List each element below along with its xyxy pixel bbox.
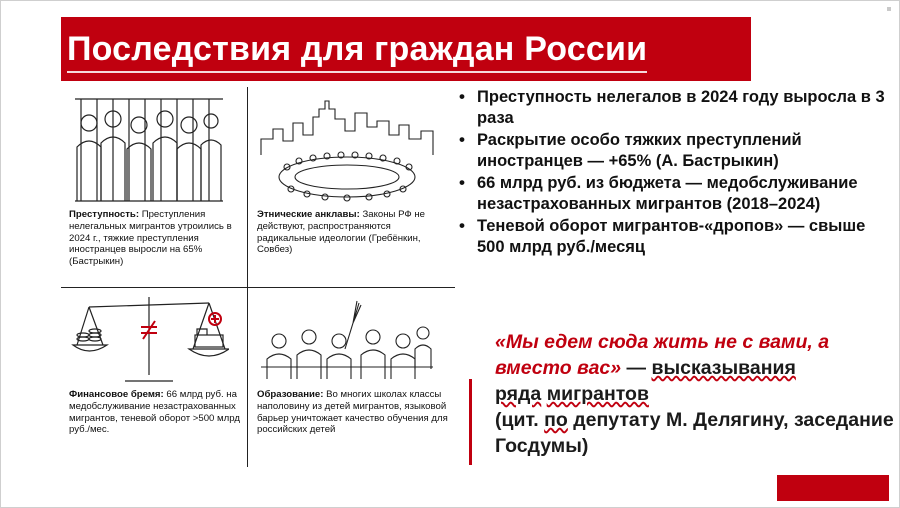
caption-finance: [69, 389, 241, 436]
caption-crime-heading: Преступность:: [69, 209, 140, 220]
bullet-item: • Теневой оборот мигрантов-«дропов» — свыше 500 млрд руб./месяц: [455, 216, 885, 257]
quote-text: «Мы едем сюда жить не с вами, а вместо вас»: [495, 331, 830, 379]
quote-attribution-word-1: высказывания: [651, 357, 796, 379]
quote-source-rest: депутату М. Делягину, заседание Госдумы): [495, 409, 894, 457]
quote-source-prefix: (цит.: [495, 409, 545, 431]
caption-education: [257, 389, 449, 436]
bullet-list: [455, 87, 885, 259]
caption-finance-heading: Финансовое бремя:: [69, 389, 164, 400]
quote-attribution-word-3: мигрантов: [546, 383, 649, 405]
caption-education-text: Во многих школах классы наполовину из детей мигрантов, языковой барьер уничтожает качество обучения для российских детей: [257, 389, 448, 436]
divider-horizontal: [61, 287, 455, 288]
caption-crime: [69, 209, 241, 268]
city-crowd-circle-icon: [257, 95, 437, 205]
bullet-item: • Раскрытие особо тяжких преступлений иностранцев — +65% (А. Бастрыкин): [455, 130, 885, 171]
info-cell-crime: [69, 95, 241, 268]
caption-enclaves: [257, 209, 449, 256]
slide-title: Последствия для граждан России: [67, 30, 648, 68]
prison-bars-icon: [69, 95, 229, 205]
bottom-accent-bar: [777, 475, 889, 501]
corner-decoration: [887, 7, 891, 11]
info-cell-finance: [69, 293, 241, 436]
quote-block: [495, 329, 895, 459]
caption-enclaves-text: Законы РФ не действуют, распространяются радикальные идеологии (Гребёнкин, Совбез): [257, 209, 425, 256]
info-cell-enclaves: [257, 95, 449, 256]
classroom-raised-hand-icon: [257, 293, 437, 385]
divider-vertical: [247, 87, 248, 467]
caption-finance-text: 66 млрд руб. на медобслуживание незастрахованных мигрантов, теневой оборот >500 млрд руб./мес.: [69, 389, 240, 436]
caption-crime-text: Преступления нелегальных мигрантов утроились в 2024 г., тяжкие преступления иностранцев выросли на 65% (Бастрыкин): [69, 209, 232, 268]
infographic-panel: [61, 87, 455, 467]
quote-dash: —: [621, 357, 652, 379]
quote-accent-bar: [469, 379, 472, 465]
caption-enclaves-heading: Этнические анклавы:: [257, 209, 360, 220]
info-cell-education: [257, 293, 449, 436]
bullet-item: • 66 млрд руб. из бюджета — медобслуживание незастрахованных мигрантов (2018–2024): [455, 173, 885, 214]
quote-attribution-word-2: ряда: [495, 383, 542, 405]
caption-education-heading: Образование:: [257, 389, 324, 400]
bullet-item: • Преступность нелегалов в 2024 году выросла в 3 раза: [455, 87, 885, 128]
scales-money-hospital-icon: [69, 293, 229, 385]
quote-source-word: по: [544, 409, 568, 431]
